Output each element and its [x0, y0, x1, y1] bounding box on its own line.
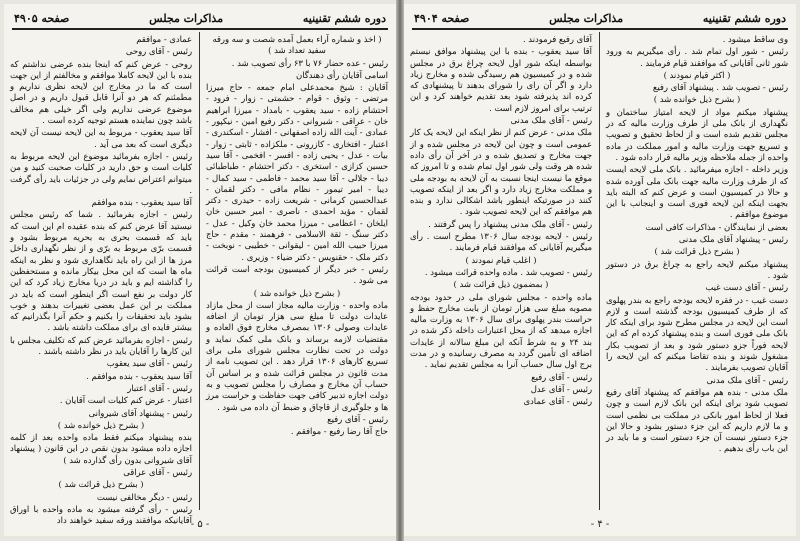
paragraph: ملک مدنی - عرض کنم از نظر اینکه این لایحه یک کار عمومی است و چون این لایحه در مجلس شده و از جهت مخارج و تصدیق شده و در آخر آن رأی داده شده هر وقت ولی شور اول تمام شده و تا امروز که موقع ما نیست اینجا نسبت به آن لایحه به بودجه ملی و مملکت مخارج زیاد دارد و اگر بعد از اینکه تصویب کنند در صورتیکه اینطور باشد اشکالی ندارد و بنده هم موافقم که این لایحه تصویب شود .	[410, 127, 592, 217]
text-column-right	[206, 34, 388, 514]
page-header	[414, 10, 786, 26]
paragraph: آقا سید یعقوب - بنده موافقم	[91, 197, 192, 208]
paragraph: رئیس - دیگر مخالفی نیست	[96, 491, 192, 502]
page-title: مذاکرات مجلس	[549, 11, 624, 25]
paragraph: رئیس - اجازه بفرمائید عرض کنم که تکلیف مجلس با این کارها را آقایان باید در نظر داشته باشند .	[10, 334, 192, 357]
paragraph: آقای رفیع فرمودند .	[522, 34, 592, 44]
paragraph: ( بشرح ذیل خوانده شد )	[57, 419, 145, 430]
page-number: صفحه ۴۹۰۴	[414, 11, 470, 25]
paragraph: رئیس - آقای ملک مدنی	[510, 115, 592, 126]
paragraph: آقا سید یعقوب - مربوط به این لایحه نیست آن لایحه دیگری است که بعد می آید .	[10, 127, 192, 149]
paragraph: رئیس - پیشنهاد آقای ملک مدنی	[678, 234, 788, 245]
text-column-right	[606, 34, 788, 514]
paragraph: رئیس - آقای رفیع	[531, 371, 592, 382]
paragraph: وزیر داخله - اجازه میفرمائید . بانک ملی لایحه ایست که از طرف وزارت مالیه جهت بانک ملی آورده شده و حالا در کمیسیون است و عرض کنم که البته باید بجهت اینکه این لایحه فوری است و اینجانب با این موضوع موافقم .	[606, 164, 788, 220]
paragraph: اسامی آقایان رأی دهندگان	[296, 69, 388, 80]
paragraph: ماده واحده - مجلس شورای ملی در حدود بودجه مصوبه مبلغ سی هزار تومان از بابت مخارج حفظ و حراست بندر پهلوی برای سال ۱۳۰۶ به وزارت مالیه اجازه میدهد که از محل اعتبارات داخله ذکر شده در بند ۲۴ و به شرط آنکه این مبلغ سالانه از عایدات اضافه ای تأمین گردد به مصرف رسانیده و در مدت برج اول سال حساب آنرا به مجلس تقدیم نماید .	[410, 291, 592, 370]
header-rule	[12, 28, 388, 30]
paragraph: ملک مدنی - بنده هم موافقم که پیشنهاد آقای رفیع تصویب شود برای اینکه این بانک لازم است و چون فعلا از لحاظ امور بانکی در مملکت بی نظمی است و ما لازم داریم که این جزء دستور بشود و حالا این جزء دستور نیست آن جزء دستور است و ما باید در این باب رأی بدهیم .	[606, 386, 788, 454]
folio-number: - ۵ -	[190, 519, 210, 530]
paragraph: رئیس - اجازه بفرمائید موضوع این لایحه مربوط به کلیات است و حق دارید در کلیات صحبت کنید و من میتوانم اعتراض نمایم ولی در جزئیات باید رأی گرفت .	[10, 150, 192, 195]
paragraph: ( اخذ و شماره آراء بعمل آمده شصت و سه ورقه سفید تعداد شد )	[212, 34, 382, 56]
column-divider	[199, 32, 200, 510]
paragraph: بنده پیشنهاد میکنم فقط ماده واحده بعد از کلمه اجازه داده میشود بدون نقص در این قانون ( پیشنهاد آقای شیروانی بدون رأی گذارده شد )	[10, 432, 192, 465]
paragraph: رئیس - خبر دیگر از کمیسیون بودجه است قرائت می شود .	[206, 263, 388, 286]
paragraph: وی ساقط میشود .	[722, 34, 788, 44]
paragraph: رئیس - تصویب شد . پیشنهاد آقای رفیع	[652, 82, 788, 93]
paragraph: رئیس - آقای عمادی	[523, 396, 592, 407]
paragraph: رئیس - تصویب شد . ماده واحده قرائت میشود .	[424, 266, 592, 277]
paragraph: رئیس - آقای سید یعقوب	[106, 358, 192, 369]
paragraph: رئیس - لایحه بودجه سال ۱۳۰۶ مطرح است . رأی میگیریم آقایانی که موافقند قیام فرمایند .	[410, 231, 592, 253]
paragraph: رئیس - آقای ملک مدنی پیشنهاد را پس گرفتند .	[428, 218, 592, 229]
book-gutter	[396, 0, 404, 541]
paragraph: اعتبار - عرض کنم کلیات است آقایان .	[59, 395, 192, 406]
paragraph: رئیس - آقای اعتبار	[127, 382, 192, 393]
paragraph: آقا سید یعقوب - بنده موافقم .	[86, 370, 192, 381]
paragraph: ( بشرح ذیل قرائت شد )	[58, 479, 144, 490]
paragraph: ( اغلب قیام نمودند )	[465, 254, 537, 265]
page-number: صفحه ۴۹۰۵	[14, 11, 70, 25]
paragraph: روحی - عرض کنم که اینجا بنده عرضی نداشتم که بنده با این لایحه کاملا موافقم و مخالفتم از این جهت است که ما در مخارج این لایحه نظری نداریم و مطمئنم که هر دو آنرا قابل قبول داریم و در اصل موضوع عرضی نداریم ولی اگر خیلی هم مخالف باشد چون نماینده هستم توجیه کرده است .	[10, 58, 192, 126]
paragraph: پیشنهاد میکنم مواد از لایحه امتیاز ساختمان و نگهداری از بانک ملی از طرف وزارت مالیه که در مجلس تقدیم شده است و از لحاظ تحقیق و تصویب و تسریع جهت وزارت مالیه و امور مملکت در ماده واحده از جمله ملاحظه وزیر مالیه قرار داده شود .	[606, 106, 788, 162]
paragraph: رئیس - آقای روحی	[125, 46, 192, 57]
text-column-left	[410, 34, 592, 514]
paragraph: رئیس - آقای دست غیب	[705, 282, 788, 293]
paragraph: ( بشرح ذیل خوانده شد )	[253, 287, 341, 298]
paragraph: رئیس - عده حضار ۷۶ با ۶۳ رأی تصویب شد .	[231, 57, 388, 68]
page-header	[14, 10, 386, 26]
page-title: مذاکرات مجلس	[149, 11, 224, 25]
paragraph: ماده واحده - وزارت مالیه مجاز است از محل مازاد عایدات دولت تا مبلغ سی هزار تومان از اضافه عایدات وصولی ۱۳۰۶ بمصرف مخارج فوق العاده و مقتضیات لازمه برساند و بانک ملی کمک نماید و دولت در تحت نظارت مجلس شورای ملی برای تسریع کارهای ۱۳۰۶ قرار دهد . این تصویب نامه از مدت قانون در مجلس قرائت شده و بر اساس آن حساب آن مخارج و مصارف را مجلس تصویب و به دولت اجازه تدبیر کافی جهت حفاظت و حراست مرز ها و جلوگیری از قاچاق و ضبط آن داده می شود .	[206, 299, 388, 412]
paragraph: ( اکثر قیام نمودند )	[663, 69, 731, 80]
paragraph: رئیس - آقای عراقی	[123, 466, 192, 477]
paragraph: آقا سید یعقوب - بنده با این پیشنهاد موافق نیستم بواسطه اینکه شور اول لایحه چراغ برق در مجلس شده و در کمیسیون هم رسیدگی شده و مخارج زیاد دارد و اگر آن رای را شورای بدهند تا پیشنهادی که کرده اند پذیرفته شود بعد تقدیم خواهند کرد و این ترتیب برای امروز لازم است .	[410, 46, 592, 113]
paragraph: عمادی - موافقم	[136, 34, 192, 44]
paragraph: رئیس - آقای ملک مدنی	[706, 374, 788, 385]
folio-number: - ۴ -	[590, 519, 610, 530]
header-rule	[412, 28, 788, 30]
left-page	[4, 4, 396, 536]
paragraph: ( بشرح ذیل خوانده شد )	[653, 94, 741, 105]
session-label: دوره ششم تقنینیه	[702, 11, 786, 25]
paragraph: رئیس - آقای عدل	[530, 383, 592, 394]
paragraph: آقایان : شیخ محمدعلی امام جمعه - حاج میرزا مرتضی - وثوق - قوام - حشمتی - زوار - فرود - احتشام زاده - سید یعقوب - بامداد - میرزا ابراهیم خان - عراقی - شیروانی - دکتر رفیع امین - نیکپور - عمادی - آیت الله زاده اصفهانی - افشار - اسکندری - اعتبار - افتخاری - کازرونی - ملکزاده - ثابتی - زوار - بیات - عدل - یحیی زاده - افسر - افخمی - آقا سید حسین کزازی - استخری - دکتر احتشام - طباطبائی دیبا - جلالی - آقا سید محمد - فاطمی - سید کمال - دیبا - امیر تیمور - نظام مافی - دکتر لقمان - عبدالحسین کرمانی - شریعت زاده - حیدری - دکتر لقمان - مؤید احمدی - ناصری - امیر حسین خان ایلخان - اعظامی - میرزا محمد خان وکیل - عدل - دکتر سنگ - ثقة الاسلامی - فرهمند - مقدم - حاج میرزا حبیب الله امین - لیقوانی - خطیبی - نوبخت - دکتر ملک - حقنویس - دکتر ضیاء - وزیری .	[206, 82, 388, 262]
paragraph: رئیس - اجازه بفرمائید . شما که رئیس مجلس نیستید آقا عرض کنم که بنده عقیده ام این است که باید که قسمت بحری به بحریه مربوط بشود و قسمت برّی مربوط به برّی و از نظر نگهداری داخل مرز ها از این راه باید نگاهداری شود و نظر به اینکه ماه ها است که این محل بیکار مانده و مستحفظین را گذاشته ایم و باید در دریا مخارج زیاد کرد که این کار دولت بر نفع است اگر اینطور است که باید در مملکت بر این عمل بعضی تغییرات بدهند و خوب بشود باید تحقیقات را بکنیم و حکم آنرا بگذرانیم که بیشتر فایده ای برای مملکت داشته باشد .	[10, 209, 192, 333]
text-column-left	[10, 34, 192, 526]
paragraph: پیشنهاد میکنم لایحه راجع به چراغ برق در دستور شود .	[606, 258, 788, 280]
column-divider	[599, 32, 600, 510]
paragraph: دست غیب - در فقره لایحه بودجه راجع به بندر پهلوی که از طرف کمیسیون بودجه گذشته است و لازم است این لایحه در مجلس مطرح شود برای اینکه کار بانک ملی فوری است و بنده پیشنهاد کرده ام که این لایحه فوراً جزو دستور شود و بعد از تصویب بکار مشغول شوند و بنده تقاضا میکنم که این لایحه را آقایان تصویب بفرمایند .	[606, 294, 788, 373]
paragraph: ( بشرح ذیل قرائت شد )	[654, 246, 740, 257]
paragraph: حاج آقا رضا رفیع - موافقم .	[290, 426, 388, 437]
paragraph: رئیس - رأی گرفته میشود به ماده واحده با اوراق آقایانیکه موافقند ورقه سفید خواهند داد	[10, 503, 192, 526]
paragraph: ( بمضمون ذیل قرائت شد )	[453, 279, 549, 290]
session-label: دوره ششم تقنینیه	[302, 11, 386, 25]
paragraph: رئیس - پیشنهاد آقای شیروانی	[88, 407, 192, 418]
paragraph: رئیس - آقای رفیع	[327, 413, 388, 424]
paragraph: بعضی از نمایندگان - مذاکرات کافی است	[645, 221, 788, 232]
right-page	[404, 4, 796, 536]
paragraph: رئیس - شور اول تمام شد . رأی میگیریم به ورود شور ثانی آقایانی که موافقند قیام فرمایند .	[606, 46, 788, 68]
